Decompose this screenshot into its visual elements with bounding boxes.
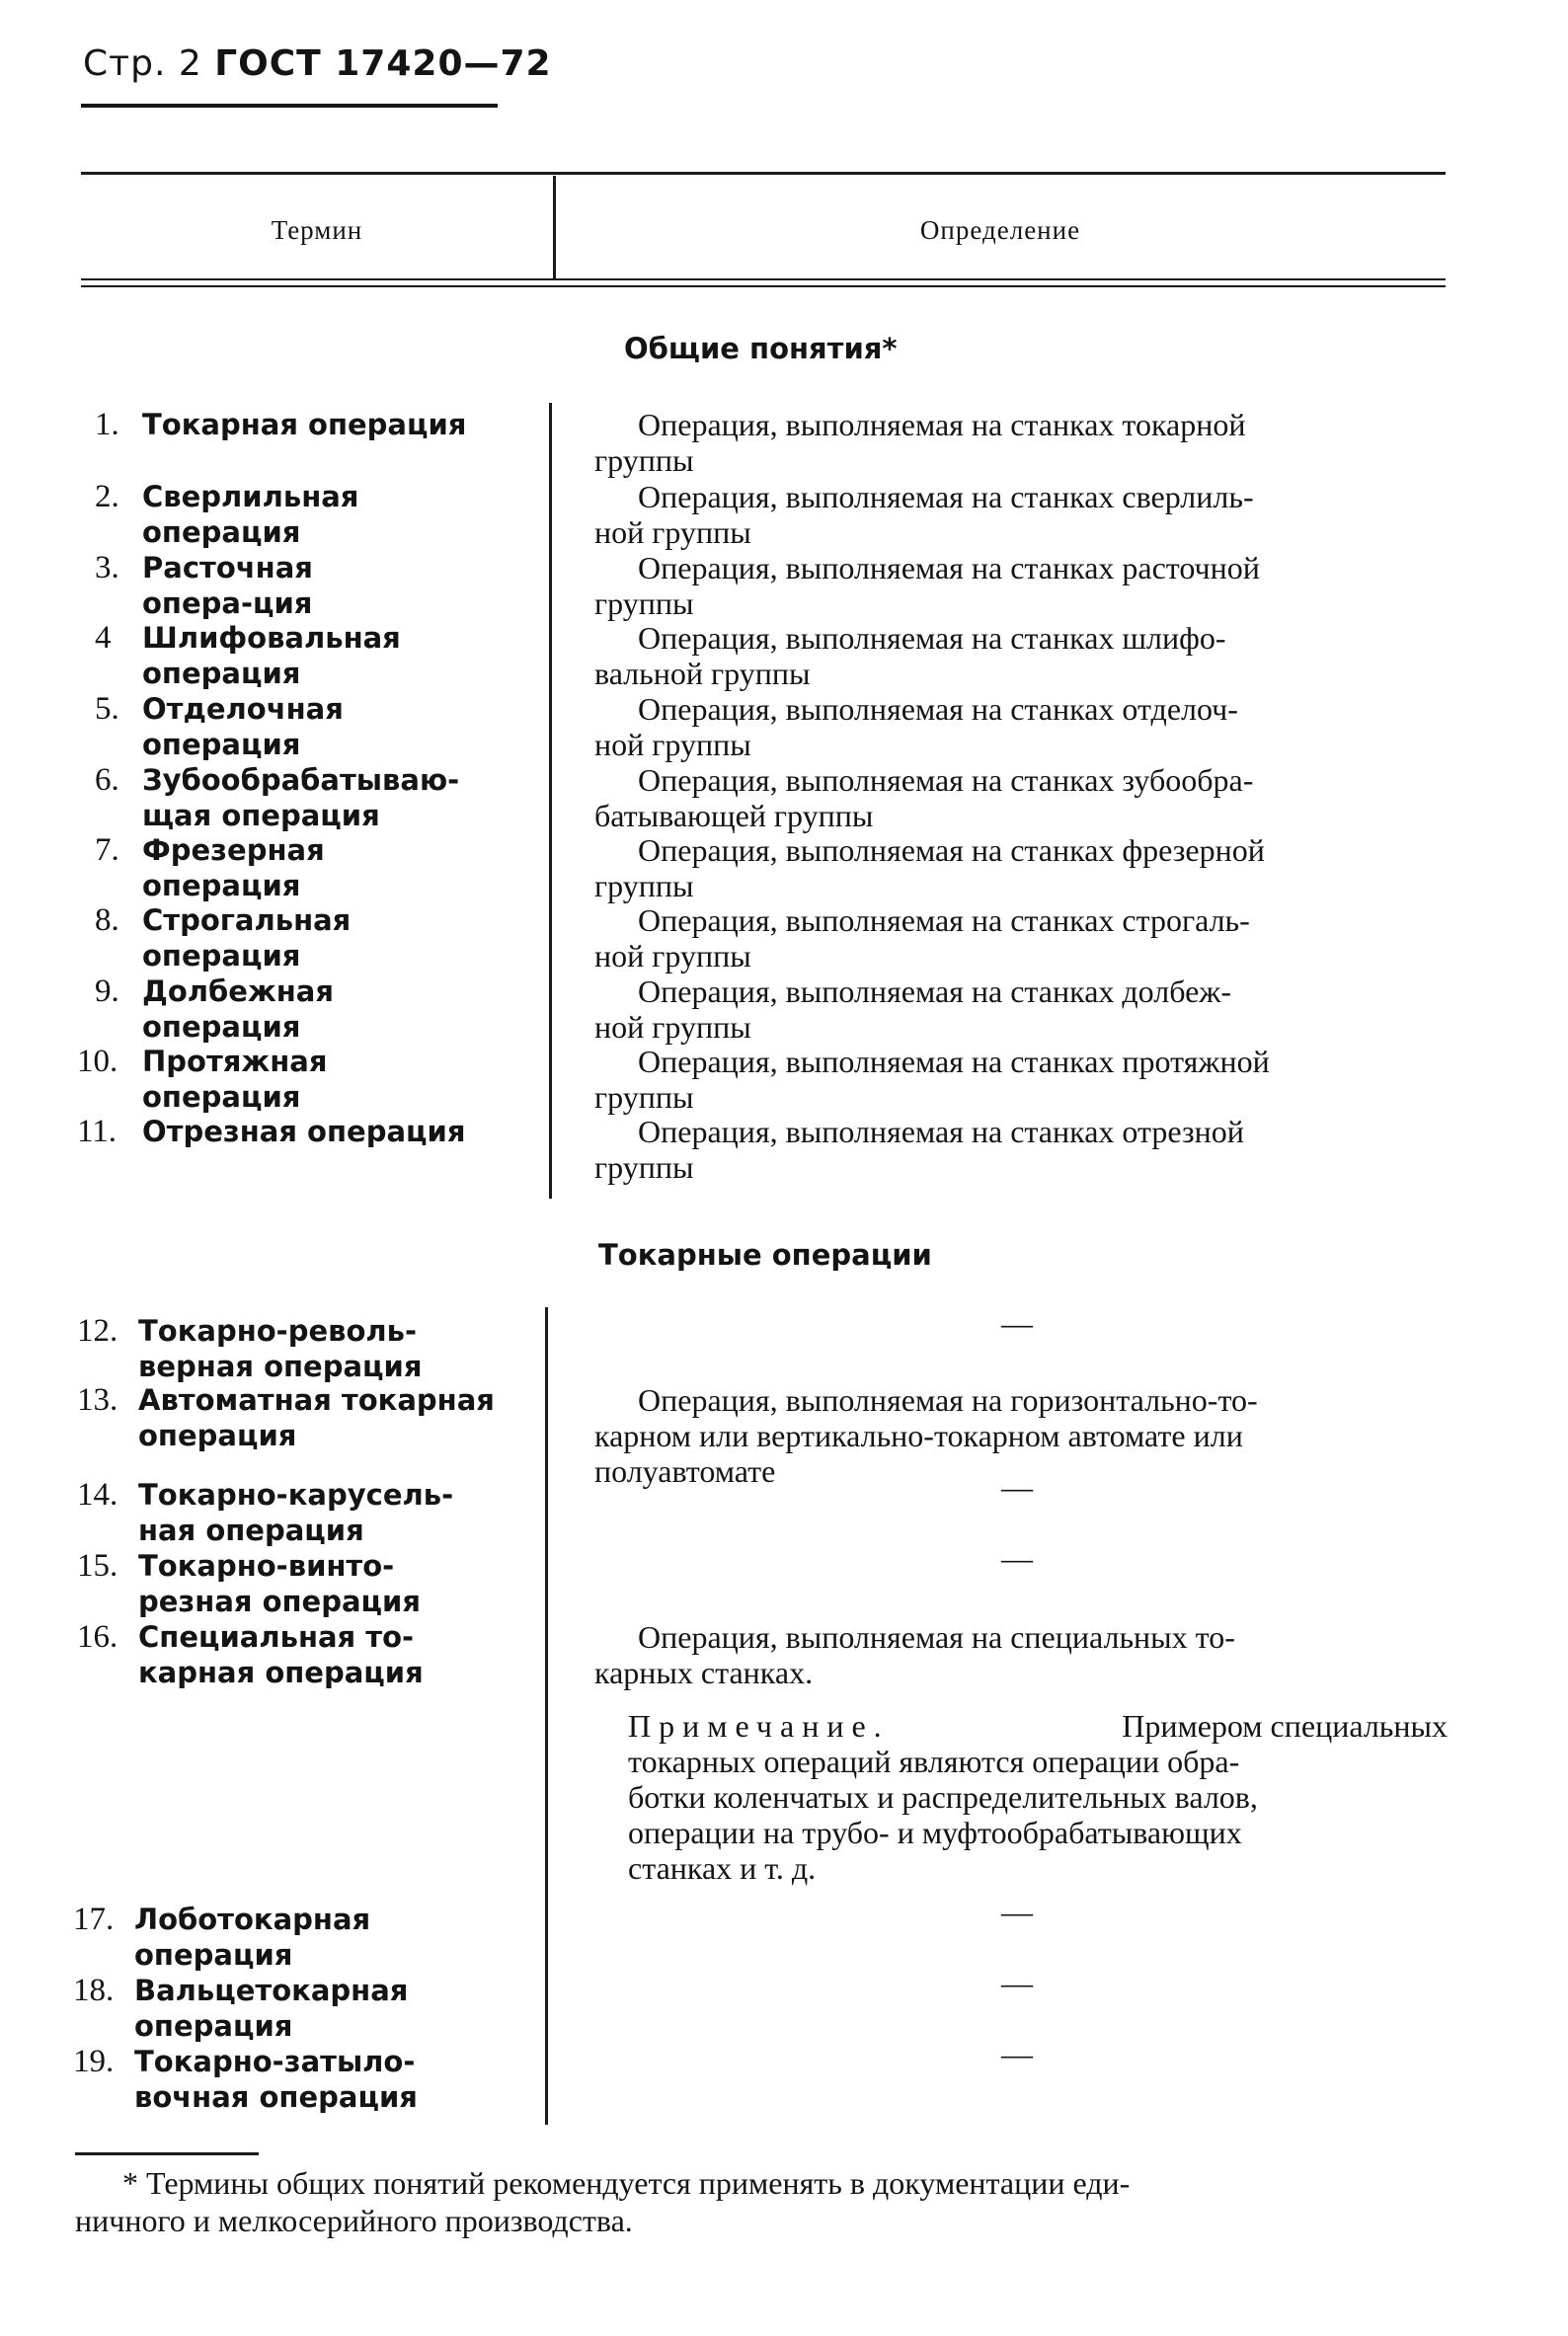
footnote bbox=[75, 2164, 1448, 2239]
term-row-18 bbox=[69, 1973, 523, 2044]
term-text: Специальная то-карная операция bbox=[138, 1620, 424, 1689]
definition-line: группы bbox=[594, 868, 694, 903]
term-number: 17. bbox=[73, 1902, 115, 1937]
definition-line: Операция, выполняемая на станках протяжной bbox=[638, 1044, 1270, 1079]
term-text: Вальцетокарная операция bbox=[134, 1974, 409, 2043]
term-number: 15. bbox=[77, 1548, 118, 1584]
definition-line: группы bbox=[594, 442, 694, 478]
table-head-rule-2 bbox=[81, 285, 1446, 287]
term-text: Расточная опера-ция bbox=[142, 551, 313, 620]
definition-row-5 bbox=[594, 691, 1444, 762]
term-row-4 bbox=[83, 620, 537, 691]
term-row-6 bbox=[83, 762, 537, 833]
term-number: 14. bbox=[77, 1477, 118, 1513]
definition-row-11 bbox=[594, 1114, 1444, 1185]
term-text: Зубообрабатываю-щая операция bbox=[142, 763, 460, 832]
definition-line: Операция, выполняемая на специальных то- bbox=[638, 1619, 1235, 1655]
header-rule bbox=[81, 104, 498, 108]
term-number: 10. bbox=[77, 1044, 118, 1079]
definition-line: Операция, выполняемая на станках строгаль- bbox=[638, 902, 1250, 938]
term-text: Отрезная операция bbox=[142, 1115, 466, 1148]
term-number: 19. bbox=[73, 2044, 115, 2079]
note-line: Примером специальных bbox=[1122, 1708, 1448, 1744]
definition-line: ной группы bbox=[594, 938, 751, 973]
definition-line: группы bbox=[594, 585, 694, 621]
definition-row-9 bbox=[594, 973, 1444, 1045]
definition-line: ной группы bbox=[594, 1009, 751, 1045]
definition-line: Операция, выполняемая на станках расточной bbox=[638, 550, 1260, 585]
definition-line: вальной группы bbox=[594, 656, 811, 691]
term-text: Шлифовальная операция bbox=[142, 621, 401, 690]
definition-row-16 bbox=[594, 1619, 1444, 1690]
note-line: ботки коленчатых и распределительных валов, bbox=[628, 1779, 1258, 1815]
term-row-14 bbox=[69, 1477, 523, 1548]
term-row-8 bbox=[83, 902, 537, 973]
note-line: станках и т. д. bbox=[628, 1850, 817, 1886]
term-number: 3. bbox=[95, 550, 119, 585]
definition-line: Операция, выполняемая на станках зубообра- bbox=[638, 762, 1254, 798]
definition-row-1 bbox=[594, 407, 1444, 478]
term-number: 5. bbox=[95, 691, 119, 727]
term-number: 1. bbox=[95, 407, 119, 442]
note-line: токарных операций являются операции обра- bbox=[628, 1744, 1240, 1779]
table-top-rule bbox=[81, 172, 1446, 175]
term-row-3 bbox=[83, 550, 537, 621]
definition-dash: — bbox=[1001, 1469, 1033, 1505]
term-row-2 bbox=[83, 479, 537, 550]
definition-line: Операция, выполняемая на станках фрезерной bbox=[638, 832, 1265, 868]
note-line-1 bbox=[628, 1708, 1448, 1744]
term-row-5 bbox=[83, 691, 537, 762]
term-text: Токарно-револь-верная операция bbox=[138, 1314, 423, 1383]
footnote-line: ничного и мелкосерийного производства. bbox=[75, 2203, 633, 2238]
term-text: Сверлильная операция bbox=[142, 480, 359, 549]
definition-line: Операция, выполняемая на станках отрезной bbox=[638, 1114, 1244, 1149]
section-title-turning: Токарные операции bbox=[598, 1238, 932, 1272]
term-number: 16. bbox=[77, 1619, 118, 1655]
term-text: Токарно-затыло-вочная операция bbox=[134, 2045, 418, 2114]
term-text: Протяжная операция bbox=[142, 1045, 328, 1114]
term-row-9 bbox=[83, 973, 537, 1045]
definition-line: карных станках. bbox=[594, 1655, 814, 1690]
definition-row-8 bbox=[594, 902, 1444, 973]
term-number: 18. bbox=[73, 1973, 115, 2008]
term-row-1 bbox=[83, 407, 537, 442]
term-row-13 bbox=[69, 1382, 523, 1453]
term-text: Отделочная операция bbox=[142, 692, 344, 761]
definition-dash: — bbox=[1001, 2036, 1033, 2071]
definition-dash: — bbox=[1001, 1965, 1033, 2000]
term-row-19 bbox=[69, 2044, 523, 2115]
term-text: Токарно-винто-резная операция bbox=[138, 1549, 421, 1618]
note-line: операции на трубо- и муфтообрабатывающих bbox=[628, 1815, 1242, 1850]
definition-line: карном или вертикально-токарном автомате или bbox=[594, 1418, 1243, 1453]
note-block bbox=[628, 1708, 1448, 1886]
page-label: Стр. 2 bbox=[83, 43, 202, 84]
note-label: Примечание. bbox=[628, 1708, 890, 1744]
column-head-definition: Определение bbox=[919, 215, 1081, 245]
term-text: Строгальная операция bbox=[142, 903, 352, 973]
definition-line: Операция, выполняемая на станках токарной bbox=[638, 407, 1246, 442]
column-divider-general bbox=[549, 403, 552, 1199]
definition-row-6 bbox=[594, 762, 1444, 833]
standard-number: ГОСТ 17420—72 bbox=[214, 43, 552, 84]
term-row-10 bbox=[69, 1044, 523, 1115]
definition-line: батывающей группы bbox=[594, 798, 874, 833]
term-row-11 bbox=[69, 1114, 523, 1149]
term-number: 2. bbox=[95, 479, 119, 514]
term-number: 13. bbox=[77, 1382, 118, 1418]
term-text: Долбежная операция bbox=[142, 974, 334, 1044]
definition-dash: — bbox=[1001, 1540, 1033, 1576]
term-row-17 bbox=[69, 1902, 523, 1973]
definition-line: Операция, выполняемая на станках сверлиль- bbox=[638, 479, 1254, 514]
definition-row-10 bbox=[594, 1044, 1444, 1115]
definition-line: Операция, выполняемая на станках отделоч- bbox=[638, 691, 1238, 727]
page-header bbox=[83, 43, 552, 84]
term-text: Лоботокарная операция bbox=[134, 1903, 371, 1972]
section-title-general: Общие понятия* bbox=[624, 332, 898, 365]
definition-dash: — bbox=[1001, 1894, 1033, 1929]
term-row-7 bbox=[83, 832, 537, 903]
term-row-12 bbox=[69, 1313, 523, 1384]
term-number: 6. bbox=[95, 762, 119, 798]
column-head-term: Термин bbox=[271, 215, 363, 245]
definition-dash: — bbox=[1001, 1305, 1033, 1341]
definition-row-2 bbox=[594, 479, 1444, 550]
footnote-rule bbox=[75, 2152, 259, 2155]
definition-line: Операция, выполняемая на горизонтально-то- bbox=[638, 1382, 1258, 1418]
term-row-15 bbox=[69, 1548, 523, 1619]
term-number: 7. bbox=[95, 832, 119, 868]
definition-line: Операция, выполняемая на станках долбеж- bbox=[638, 973, 1232, 1009]
definition-row-3 bbox=[594, 550, 1444, 621]
footnote-line: * Термины общих понятий рекомендуется применять в документации еди- bbox=[122, 2165, 1131, 2201]
definition-line: группы bbox=[594, 1079, 694, 1115]
term-text: Токарно-карусель-ная операция bbox=[138, 1478, 454, 1547]
term-number: 11. bbox=[77, 1114, 118, 1149]
term-number: 9. bbox=[95, 973, 119, 1009]
term-number: 12. bbox=[77, 1313, 118, 1349]
term-number: 4 bbox=[95, 620, 112, 656]
term-text: Фрезерная операция bbox=[142, 833, 325, 902]
definition-row-7 bbox=[594, 832, 1444, 903]
term-number: 8. bbox=[95, 902, 119, 938]
term-text: Токарная операция bbox=[142, 408, 467, 441]
term-text: Автоматная токарная операция bbox=[138, 1383, 495, 1452]
table-head-rule-1 bbox=[81, 278, 1446, 280]
term-row-16 bbox=[69, 1619, 523, 1690]
definition-line: ной группы bbox=[594, 727, 751, 762]
definition-line: Операция, выполняемая на станках шлифо- bbox=[638, 620, 1226, 656]
definition-line: полуавтомате bbox=[594, 1453, 776, 1489]
definition-line: группы bbox=[594, 1149, 694, 1185]
definition-row-4 bbox=[594, 620, 1444, 691]
definition-line: ной группы bbox=[594, 514, 751, 550]
